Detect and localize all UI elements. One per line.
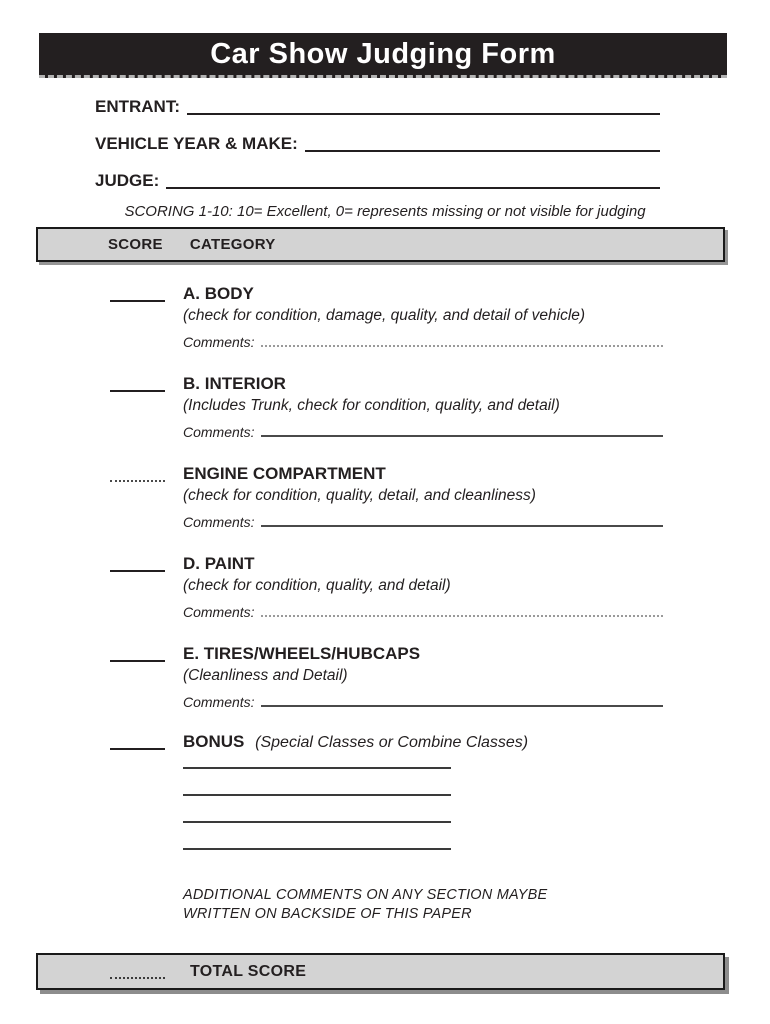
section-interior [0,373,770,441]
paint-section-title: D. PAINT [183,554,255,573]
bonus-title-row [183,731,663,754]
body-section-title: A. BODY [183,284,254,303]
paint-comments-input-line[interactable] [261,615,663,617]
comments-row [183,598,663,620]
section-tires-wheels-hubcaps [0,643,770,711]
engine-section-description: (check for condition, quality, detail, and cleanliness) [183,487,536,504]
score-cell [0,553,183,621]
entrant-label: ENTRANT: [95,97,180,116]
body-section-description: (check for condition, damage, quality, and detail of vehicle) [183,307,586,324]
form-title: Car Show Judging Form [210,37,556,70]
paint-section-description: (check for condition, quality, and detail) [183,577,451,594]
judge-input-line[interactable] [166,187,660,189]
tires-comments-input-line[interactable] [261,705,663,707]
section-body [0,283,770,351]
bonus-input-line-1[interactable] [183,767,451,769]
bonus-input-line-3[interactable] [183,821,451,823]
total-score-input-line[interactable] [110,977,165,979]
entrant-field-row [95,80,660,117]
interior-score-input-line[interactable] [110,390,165,392]
section-content [183,373,663,441]
body-comments-input-line[interactable] [261,345,663,347]
section-content [183,553,663,621]
engine-comments-input-line[interactable] [261,525,663,527]
section-content [183,643,663,711]
category-sections [0,283,770,733]
vehicle-year-make-label: VEHICLE YEAR & MAKE: [95,134,298,153]
comments-label: Comments: [183,604,255,620]
comments-row [183,328,663,350]
additional-comments-note-line2: WRITTEN ON BACKSIDE OF THIS PAPER [183,906,472,922]
total-score-label: TOTAL SCORE [190,962,307,980]
vehicle-year-make-input-line[interactable] [305,150,660,152]
judge-label: JUDGE: [95,171,160,190]
engine-section-title: ENGINE COMPARTMENT [183,464,386,483]
score-column-header: SCORE [108,236,163,253]
section-engine-compartment [0,463,770,531]
body-score-input-line[interactable] [110,300,165,302]
scoring-instructions: SCORING 1-10: 10= Excellent, 0= represents missing or not visible for judging [124,203,646,220]
score-cell [0,463,183,531]
paint-score-input-line[interactable] [110,570,165,572]
section-content [183,283,663,351]
score-cell [0,373,183,441]
comments-row [183,508,663,530]
bonus-score-input-line[interactable] [110,748,165,750]
comments-label: Comments: [183,334,255,350]
entrant-input-line[interactable] [187,113,660,115]
score-cell [0,731,183,850]
tires-section-title: E. TIRES/WHEELS/HUBCAPS [183,644,421,663]
interior-section-description: (Includes Trunk, check for condition, quality, and detail) [183,397,560,414]
interior-section-title: B. INTERIOR [183,374,286,393]
total-score-bar [36,953,725,990]
category-column-header: CATEGORY [189,236,276,253]
score-category-header-bar [36,227,725,262]
section-paint [0,553,770,621]
comments-label: Comments: [183,514,255,530]
bonus-blank-lines [183,767,663,850]
comments-row [183,688,663,710]
score-cell [0,643,183,711]
additional-comments-note [183,886,547,924]
tires-score-input-line[interactable] [110,660,165,662]
comments-row [183,418,663,440]
bonus-content [183,731,663,850]
engine-score-input-line[interactable] [110,480,165,482]
bonus-input-line-2[interactable] [183,794,451,796]
form-title-bar [39,33,727,78]
comments-label: Comments: [183,694,255,710]
comments-label: Comments: [183,424,255,440]
section-content [183,463,663,531]
score-cell [0,283,183,351]
bonus-section-title: BONUS [183,732,245,751]
judge-field-row [95,154,660,191]
tires-section-description: (Cleanliness and Detail) [183,667,348,684]
header-fields [95,80,660,191]
bonus-section-subtitle: (Special Classes or Combine Classes) [255,734,529,751]
additional-comments-note-line1: ADDITIONAL COMMENTS ON ANY SECTION MAYBE [183,887,548,903]
vehicle-field-row [95,117,660,154]
interior-comments-input-line[interactable] [261,435,663,437]
bonus-input-line-4[interactable] [183,848,451,850]
section-bonus [0,731,770,850]
